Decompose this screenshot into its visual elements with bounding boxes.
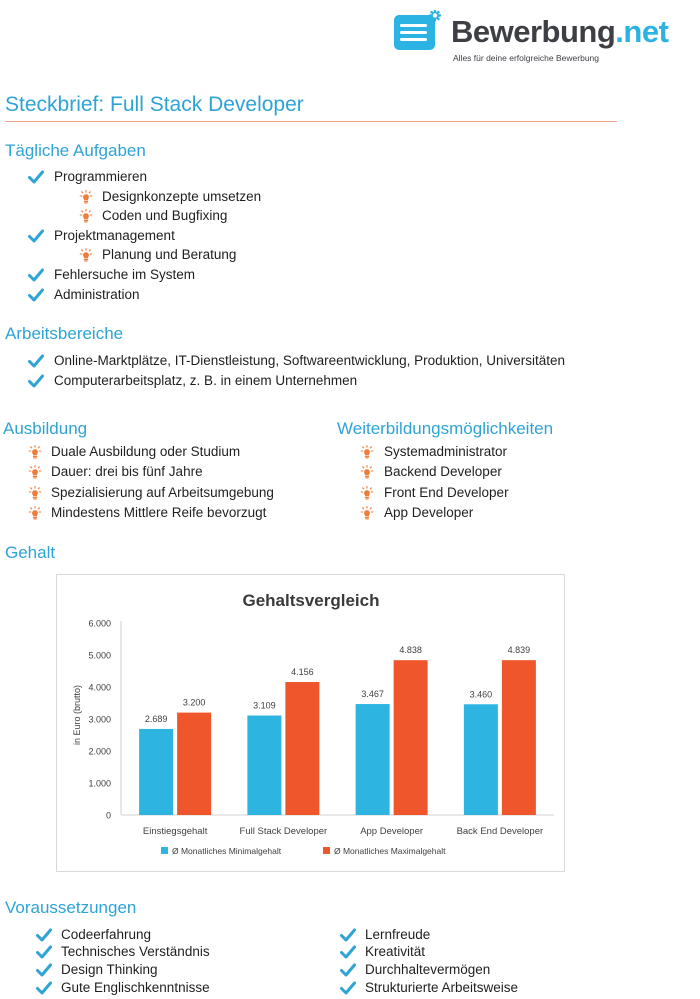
- arbeitsbereich-item: Online-Marktplätze, IT-Dienstleistung, Softwareentwicklung, Produktion, Universitäten: [54, 353, 565, 368]
- bar-min: [356, 704, 390, 815]
- bar-min: [139, 729, 173, 815]
- data-label: 2.689: [144, 713, 168, 724]
- bar-max: [394, 660, 428, 815]
- check-icon: [28, 170, 44, 184]
- lightbulb-icon: [79, 248, 93, 262]
- chart-title: Gehaltsvergleich: [242, 591, 380, 610]
- lightbulb-icon: [28, 486, 42, 500]
- y-tick-label: 6.000: [88, 618, 111, 629]
- x-tick-label: Einstiegsgehalt: [142, 826, 208, 837]
- lightbulb-icon: [360, 465, 374, 479]
- data-label: 3.200: [182, 697, 206, 708]
- bar-min: [464, 704, 498, 815]
- heading-voraussetzungen: Voraussetzungen: [5, 898, 137, 917]
- task-item: Administration: [54, 287, 140, 302]
- salary-chart: [56, 574, 565, 872]
- voraussetzung-item: Lernfreude: [365, 927, 431, 942]
- x-tick-label: App Developer: [360, 826, 424, 837]
- check-icon: [340, 928, 356, 942]
- data-label: 3.460: [469, 689, 493, 700]
- salary-chart-svg: [57, 575, 564, 871]
- check-icon: [340, 981, 356, 995]
- legend-label: Ø Monatliches Maximalgehalt: [334, 846, 446, 856]
- bar-max: [177, 713, 211, 815]
- check-icon: [36, 928, 52, 942]
- lightbulb-icon: [79, 209, 93, 223]
- lightbulb-icon: [28, 506, 42, 520]
- check-icon: [340, 945, 356, 959]
- data-label: 3.109: [253, 700, 276, 711]
- weiterbildung-item: App Developer: [384, 505, 474, 520]
- voraussetzung-item: Strukturierte Arbeitsweise: [365, 980, 519, 995]
- heading-weiterbildung: Weiterbildungsmöglichkeiten: [337, 419, 554, 438]
- heading-arbeitsbereiche: Arbeitsbereiche: [5, 324, 124, 343]
- check-icon: [28, 229, 44, 243]
- data-label: 4.839: [507, 645, 531, 656]
- task-item: Programmieren: [54, 169, 148, 184]
- lightbulb-icon: [28, 445, 42, 459]
- weiterbildung-item: Backend Developer: [384, 464, 502, 479]
- x-tick-label: Back End Developer: [456, 826, 544, 837]
- voraussetzung-item: Design Thinking: [61, 962, 158, 977]
- data-label: 4.838: [399, 645, 422, 656]
- legend-swatch: [323, 847, 330, 854]
- brand-tagline: Alles für deine erfolgreiche Bewerbung: [453, 53, 600, 63]
- task-subitem: Designkonzepte umsetzen: [102, 189, 262, 204]
- task-subitem: Planung und Beratung: [102, 247, 237, 262]
- check-icon: [28, 268, 44, 282]
- ausbildung-item: Dauer: drei bis fünf Jahre: [51, 464, 203, 479]
- bar-min: [247, 716, 281, 815]
- voraussetzung-item: Durchhaltevermögen: [365, 962, 491, 977]
- check-icon: [340, 963, 356, 977]
- legend-label: Ø Monatliches Minimalgehalt: [172, 846, 282, 856]
- lightbulb-icon: [79, 190, 93, 204]
- heading-ausbildung: Ausbildung: [3, 419, 88, 438]
- y-tick-label: 0: [105, 810, 111, 821]
- check-icon: [36, 945, 52, 959]
- ausbildung-item: Spezialisierung auf Arbeitsumgebung: [51, 485, 274, 500]
- brand-name[interactable]: Bewerbung.net: [451, 14, 669, 49]
- chart-y-axis-label: in Euro (brutto): [72, 684, 82, 746]
- title-divider: [5, 121, 617, 122]
- y-tick-label: 5.000: [88, 650, 111, 661]
- voraussetzung-item: Codeerfahrung: [61, 927, 152, 942]
- arbeitsbereich-item: Computerarbeitsplatz, z. B. in einem Unternehmen: [54, 373, 358, 388]
- brand-logo-icon: [394, 10, 442, 52]
- bar-max: [502, 660, 536, 815]
- ausbildung-item: Duale Ausbildung oder Studium: [51, 444, 241, 459]
- check-icon: [36, 963, 52, 977]
- page-title: Steckbrief: Full Stack Developer: [5, 93, 304, 116]
- voraussetzung-item: Gute Englischkenntnisse: [61, 980, 210, 995]
- lightbulb-icon: [360, 486, 374, 500]
- x-tick-label: Full Stack Developer: [239, 826, 328, 837]
- ausbildung-item: Mindestens Mittlere Reife bevorzugt: [51, 505, 267, 520]
- y-tick-label: 3.000: [88, 714, 111, 725]
- check-icon: [28, 374, 44, 388]
- task-item: Projektmanagement: [54, 228, 175, 243]
- weiterbildung-item: Systemadministrator: [384, 444, 508, 459]
- y-tick-label: 1.000: [88, 778, 111, 789]
- data-label: 3.467: [361, 689, 384, 700]
- check-icon: [28, 288, 44, 302]
- check-icon: [28, 354, 44, 368]
- voraussetzung-item: Kreativität: [365, 944, 426, 959]
- bar-max: [285, 682, 319, 815]
- task-subitem: Coden und Bugfixing: [102, 208, 228, 223]
- weiterbildung-item: Front End Developer: [384, 485, 509, 500]
- y-tick-label: 2.000: [88, 746, 111, 757]
- lightbulb-icon: [360, 445, 374, 459]
- check-icon: [36, 981, 52, 995]
- heading-taegliche-aufgaben: Tägliche Aufgaben: [5, 141, 146, 160]
- data-label: 4.156: [291, 667, 314, 678]
- y-tick-label: 4.000: [88, 682, 111, 693]
- lightbulb-icon: [28, 465, 42, 479]
- legend-swatch: [161, 847, 168, 854]
- voraussetzung-item: Technisches Verständnis: [61, 944, 210, 959]
- lightbulb-icon: [360, 506, 374, 520]
- heading-gehalt: Gehalt: [5, 543, 56, 562]
- task-item: Fehlersuche im System: [54, 267, 196, 282]
